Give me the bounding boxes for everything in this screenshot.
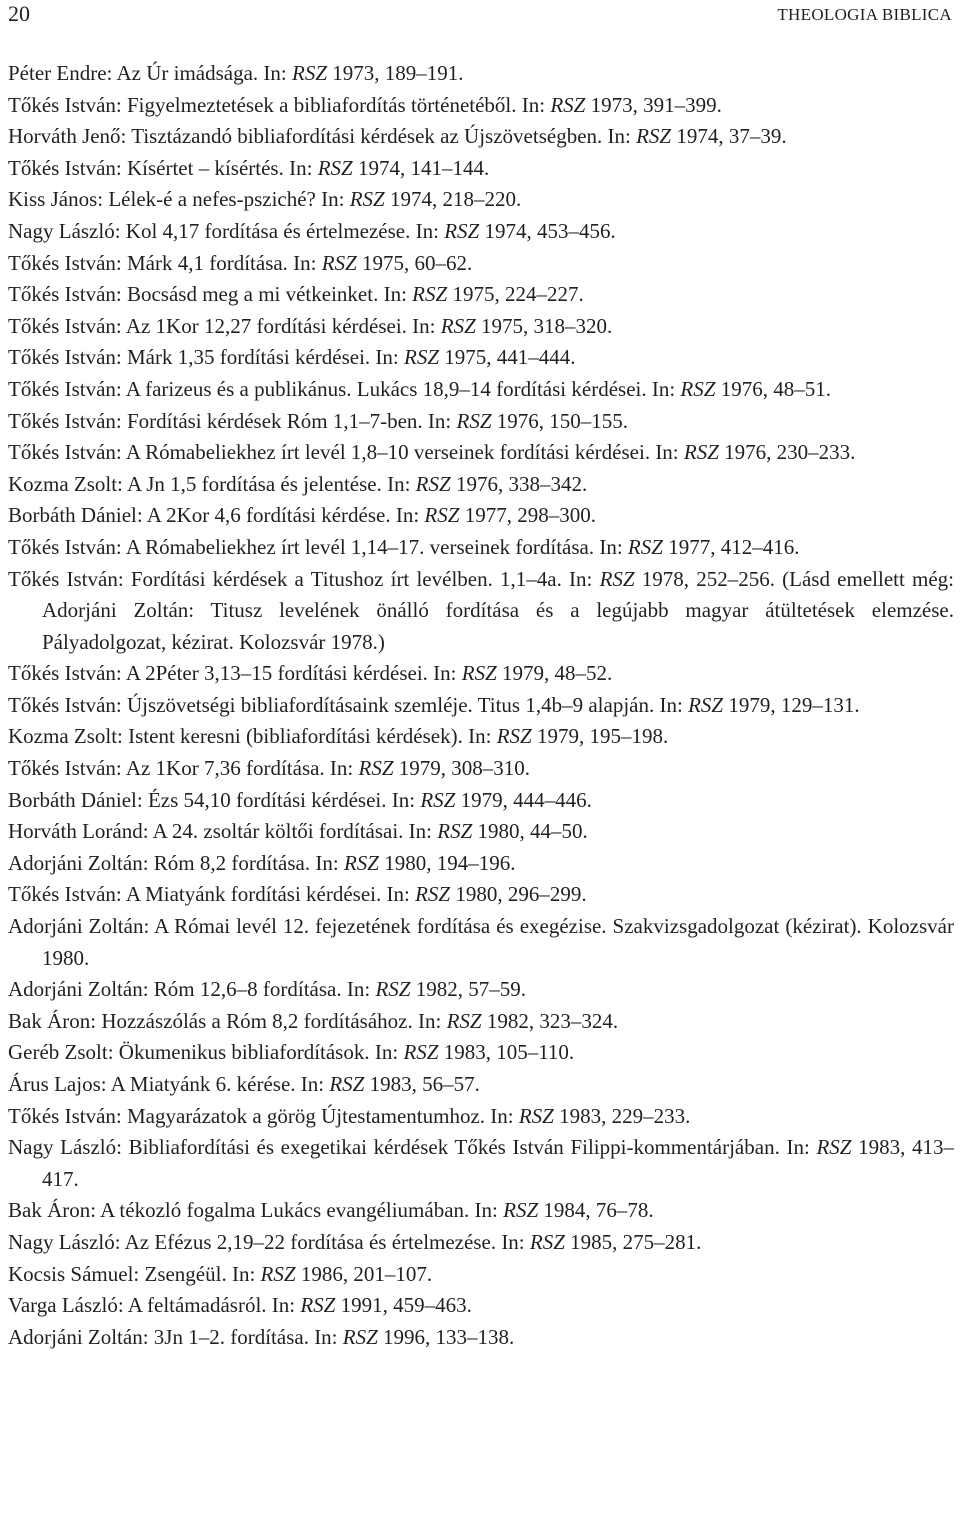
entry-author-title: Adorjáni Zoltán: Róm 8,2 fordítása. In: [8, 850, 344, 875]
entry-author-title: Kozma Zsolt: Istent keresni (bibliafordítási kérdések). In: [8, 724, 497, 749]
entry-author-title: Tőkés István: A Rómabeliekhez írt levél 1,14–17. verseinek fordítása. In: [8, 534, 628, 559]
bibliography-entry [8, 1259, 954, 1291]
journal-name: RSZ [816, 1135, 852, 1160]
journal-name: RSZ [403, 1040, 439, 1065]
bibliography-entry [8, 1132, 954, 1195]
bibliography-entry [8, 437, 954, 469]
journal-name: RSZ [446, 1008, 482, 1033]
journal-name: RSZ [329, 1072, 365, 1096]
journal-name: RSZ [437, 819, 473, 844]
entry-author-title: Tőkés István: Fordítási kérdések Róm 1,1–7-ben. In: [8, 408, 457, 433]
journal-name: RSZ [415, 471, 451, 496]
bibliography-entry [8, 1101, 954, 1133]
entry-citation: 1976, 230–233. [718, 440, 856, 465]
bibliography-entry [8, 90, 954, 122]
entry-author-title: Tőkés István: A 2Péter 3,13–15 fordítási kérdései. In: [8, 661, 462, 686]
bibliography-entry [8, 1006, 954, 1038]
bibliography-entry [8, 184, 954, 216]
entry-author-title: Horváth Loránd: A 24. zsoltár költői fordításai. In: [8, 819, 438, 844]
entry-citation: 1982, 323–324. [481, 1008, 619, 1033]
entry-author-title: Tőkés István: Márk 1,35 fordítási kérdései. In: [8, 345, 404, 370]
journal-name: RSZ [683, 440, 719, 465]
journal-name: RSZ [292, 61, 328, 85]
entry-author-title: Borbáth Dániel: Ézs 54,10 fordítási kérdései. In: [8, 787, 421, 812]
journal-name: RSZ [358, 756, 394, 781]
page-header [0, 0, 960, 34]
journal-name: RSZ [375, 977, 411, 1002]
journal-name: RSZ [680, 376, 716, 401]
journal-name: RSZ [496, 724, 532, 749]
bibliography-entry [8, 721, 954, 753]
bibliography-entry [8, 374, 954, 406]
journal-name: RSZ [444, 218, 480, 243]
journal-name: RSZ [300, 1293, 336, 1318]
entry-author-title: Tőkés István: A Rómabeliekhez írt levél 1,8–10 verseinek fordítási kérdései. In: [8, 440, 684, 465]
entry-author-title: Adorjáni Zoltán: A Római levél 12. fejezetének fordítása és exegézise. Szakvizsgadolgozat (kézirat). Kolozsvár 1980. [8, 914, 954, 970]
entry-citation: 1991, 459–463. [335, 1293, 472, 1318]
entry-citation: 1979, 195–198. [531, 724, 669, 749]
entry-author-title: Tőkés István: Bocsásd meg a mi vétkeinket. In: [8, 282, 413, 307]
bibliography-entry [8, 500, 954, 532]
entry-author-title: Kocsis Sámuel: Zsengéül. In: [8, 1261, 261, 1286]
entry-citation: 1980, 194–196. [378, 850, 516, 875]
bibliography-list [8, 58, 954, 1353]
bibliography-entry [8, 816, 954, 848]
bibliography-entry [8, 121, 954, 153]
entry-citation: 1978, 252–256. (Lásd emellett még: Adorjáni Zoltán: Titusz levelének önálló fordítása és a legújabb magyar átültetések elemzése. Pályadolgozat, kézirat. Kolozsvár 1978.) [42, 566, 954, 654]
entry-author-title: Nagy László: Bibliafordítási és exegetikai kérdések Tőkés István Filippi-kommentárjában. In: [8, 1135, 817, 1160]
bibliography-entry [8, 753, 954, 785]
entry-author-title: Tőkés István: Az 1Kor 12,27 fordítási kérdései. In: [8, 313, 441, 338]
entry-citation: 1974, 453–456. [479, 218, 616, 243]
bibliography-entry [8, 469, 954, 501]
entry-citation: 1973, 391–399. [585, 92, 722, 117]
entry-citation: 1974, 218–220. [384, 187, 522, 212]
journal-name: RSZ [260, 1261, 296, 1286]
running-title: THEOLOGIA BIBLICA [777, 5, 952, 24]
bibliography-entry [8, 564, 954, 659]
entry-citation: 1979, 129–131. [723, 692, 860, 717]
entry-citation: 1984, 76–78. [538, 1198, 654, 1223]
journal-name: RSZ [636, 124, 672, 149]
journal-name: RSZ [461, 661, 497, 686]
entry-author-title: Borbáth Dániel: A 2Kor 4,6 fordítási kérdése. In: [8, 503, 425, 528]
journal-name: RSZ [404, 345, 440, 370]
bibliography-entry [8, 911, 954, 974]
bibliography-entry [8, 1195, 954, 1227]
entry-citation: 1979, 444–446. [455, 787, 592, 812]
bibliography-entry [8, 785, 954, 817]
entry-citation: 1983, 229–233. [553, 1103, 691, 1128]
entry-citation: 1979, 308–310. [393, 756, 531, 781]
journal-name: RSZ [415, 882, 451, 907]
entry-author-title: Horváth Jenő: Tisztázandó bibliafordítási kérdések az Újszövetségben. In: [8, 124, 637, 149]
journal-name: RSZ [529, 1229, 565, 1254]
bibliography-entry [8, 658, 954, 690]
entry-author-title: Tőkés István: Márk 4,1 fordítása. In: [8, 250, 322, 275]
entry-citation: 1985, 275–281. [564, 1229, 702, 1254]
bibliography-entry [8, 279, 954, 311]
entry-citation: 1982, 57–59. [410, 977, 526, 1002]
journal-name: RSZ [321, 250, 357, 275]
entry-citation: 1979, 48–52. [496, 661, 613, 686]
journal-name: RSZ [503, 1198, 539, 1223]
entry-citation: 1974, 141–144. [352, 155, 490, 180]
entry-citation: 1977, 412–416. [662, 534, 800, 559]
entry-citation: 1980, 296–299. [450, 882, 587, 907]
bibliography-entry [8, 216, 954, 248]
bibliography-entry [8, 690, 954, 722]
entry-citation: 1977, 298–300. [459, 503, 596, 528]
bibliography-entry [8, 1037, 954, 1069]
entry-author-title: Adorjáni Zoltán: Róm 12,6–8 fordítása. In: [8, 977, 376, 1002]
journal-name: RSZ [440, 313, 476, 338]
journal-name: RSZ [343, 850, 379, 875]
entry-citation: 1976, 150–155. [491, 408, 629, 433]
entry-author-title: Bak Áron: Hozzászólás a Róm 8,2 fordításához. In: [8, 1008, 447, 1033]
entry-citation: 1980, 44–50. [472, 819, 588, 844]
bibliography-entry [8, 342, 954, 374]
entry-author-title: Geréb Zsolt: Ökumenikus bibliafordítások. In: [8, 1040, 404, 1065]
journal-name: RSZ [518, 1103, 554, 1128]
entry-citation: 1996, 133–138. [377, 1324, 515, 1349]
journal-name: RSZ [349, 187, 385, 212]
bibliography-entry [8, 1290, 954, 1322]
entry-citation: 1983, 413–417. [42, 1135, 955, 1191]
entry-author-title: Péter Endre: Az Úr imádsága. In: [8, 61, 292, 85]
journal-name: RSZ [550, 92, 586, 117]
journal-name: RSZ [412, 282, 448, 307]
entry-author-title: Tőkés István: Újszövetségi bibliafordításaink szemléje. Titus 1,4b–9 alapján. In: [8, 692, 689, 717]
entry-citation: 1973, 189–191. [327, 61, 464, 85]
entry-author-title: Adorjáni Zoltán: 3Jn 1–2. fordítása. In: [8, 1324, 343, 1349]
entry-citation: 1976, 48–51. [715, 376, 831, 401]
entry-citation: 1975, 224–227. [447, 282, 584, 307]
bibliography-entry [8, 974, 954, 1006]
entry-author-title: Kozma Zsolt: A Jn 1,5 fordítása és jelentése. In: [8, 471, 416, 496]
bibliography-entry [8, 1069, 954, 1101]
bibliography-entry [8, 248, 954, 280]
bibliography-entry [8, 58, 954, 90]
entry-author-title: Tőkés István: Az 1Kor 7,36 fordítása. In: [8, 756, 359, 781]
entry-author-title: Nagy László: Kol 4,17 fordítása és értelmezése. In: [8, 218, 445, 243]
entry-author-title: Tőkés István: Kísértet – kísértés. In: [8, 155, 318, 180]
bibliography-entry [8, 1322, 954, 1354]
journal-name: RSZ [424, 503, 460, 528]
entry-author-title: Kiss János: Lélek-é a nefes-psziché? In: [8, 187, 350, 212]
bibliography-entry [8, 406, 954, 438]
bibliography-entry [8, 311, 954, 343]
entry-author-title: Tőkés István: Fordítási kérdések a Titushoz írt levélben. 1,1–4a. In: [8, 566, 600, 591]
entry-citation: 1975, 318–320. [475, 313, 613, 338]
journal-name: RSZ [688, 692, 724, 717]
page-number: 20 [8, 1, 30, 26]
entry-author-title: Bak Áron: A tékozló fogalma Lukács evangéliumában. In: [8, 1198, 504, 1223]
bibliography-entry [8, 153, 954, 185]
entry-author-title: Tőkés István: Magyarázatok a görög Újtestamentumhoz. In: [8, 1103, 519, 1128]
journal-name: RSZ [420, 787, 456, 812]
entry-citation: 1983, 56–57. [364, 1072, 480, 1096]
entry-author-title: Tőkés István: A Miatyánk fordítási kérdései. In: [8, 882, 416, 907]
bibliography-entry [8, 532, 954, 564]
journal-name: RSZ [456, 408, 492, 433]
entry-author-title: Varga László: A feltámadásról. In: [8, 1293, 301, 1318]
bibliography-entry [8, 848, 954, 880]
bibliography-entry [8, 879, 954, 911]
bibliography-entry [8, 1227, 954, 1259]
entry-citation: 1975, 441–444. [439, 345, 576, 370]
entry-author-title: Árus Lajos: A Miatyánk 6. kérése. In: [8, 1072, 330, 1096]
entry-citation: 1986, 201–107. [295, 1261, 433, 1286]
entry-citation: 1983, 105–110. [438, 1040, 575, 1065]
entry-author-title: Tőkés István: A farizeus és a publikánus. Lukács 18,9–14 fordítási kérdései. In: [8, 376, 681, 401]
entry-author-title: Tőkés István: Figyelmeztetések a bibliafordítás történetéből. In: [8, 92, 551, 117]
journal-name: RSZ [627, 534, 663, 559]
entry-citation: 1974, 37–39. [671, 124, 787, 149]
journal-name: RSZ [599, 566, 635, 591]
journal-name: RSZ [342, 1324, 378, 1349]
entry-citation: 1976, 338–342. [450, 471, 588, 496]
entry-author-title: Nagy László: Az Efézus 2,19–22 fordítása és értelmezése. In: [8, 1229, 530, 1254]
entry-citation: 1975, 60–62. [356, 250, 473, 275]
journal-name: RSZ [317, 155, 353, 180]
